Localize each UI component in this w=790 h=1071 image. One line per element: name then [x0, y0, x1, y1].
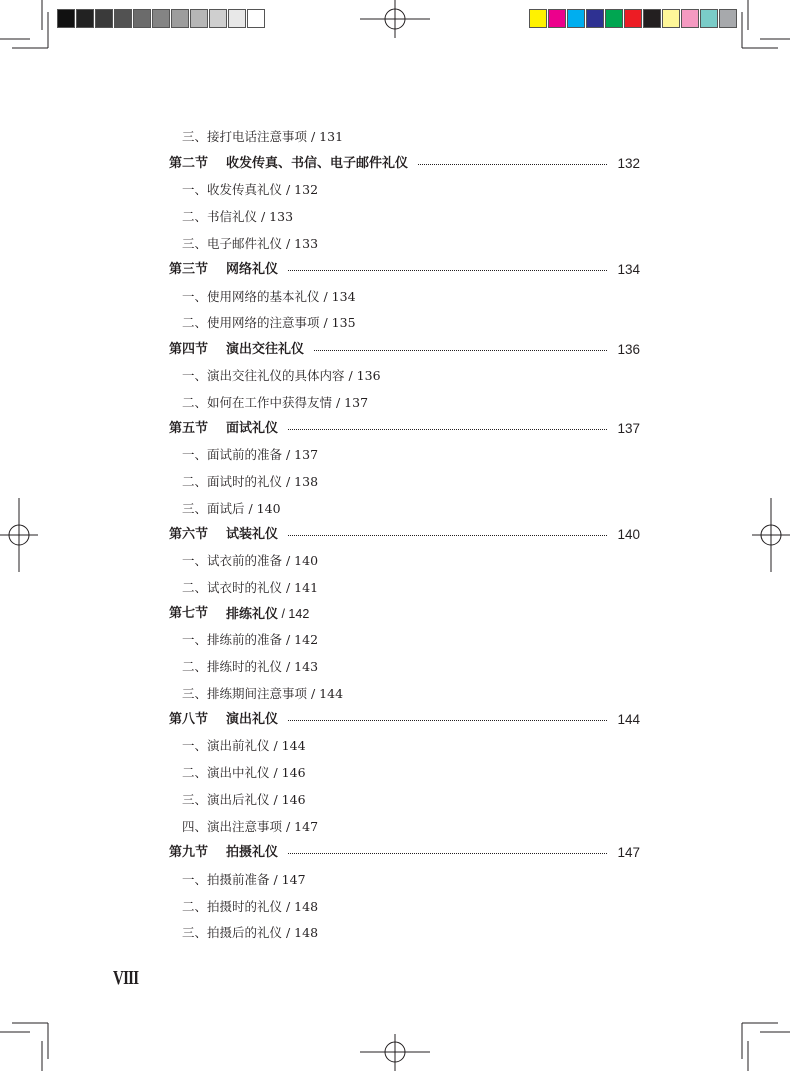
- toc-subitem: 二、书信礼仪 / 133: [182, 209, 294, 224]
- toc-subitem: 二、使用网络的注意事项 / 135: [182, 315, 356, 330]
- toc-subitem: 一、面试前的准备 / 137: [182, 447, 319, 462]
- section-title-text: 收发传真、书信、电子邮件礼仪: [226, 156, 409, 171]
- section-title: [226, 418, 278, 440]
- section-number: 第六节: [169, 527, 209, 542]
- section-page-number: 132: [617, 156, 640, 171]
- section-page-number: 137: [617, 421, 640, 436]
- section-page-number: 136: [617, 342, 640, 357]
- section-title: [226, 603, 309, 626]
- toc-subitem: 二、面试时的礼仪 / 138: [182, 474, 319, 489]
- dot-leader: [314, 350, 607, 351]
- toc-subitem: 二、试衣时的礼仪 / 141: [182, 580, 319, 595]
- toc-subitem: 三、排练期间注意事项 / 144: [182, 686, 344, 701]
- toc-subitem: 一、演出交往礼仪的具体内容 / 136: [182, 368, 381, 383]
- section-number: 第八节: [169, 712, 209, 727]
- dot-leader: [288, 853, 607, 854]
- dot-leader: [288, 535, 607, 536]
- section-page-number: 147: [617, 845, 640, 860]
- toc-subitem: 三、电子邮件礼仪 / 133: [182, 236, 319, 251]
- toc-subitem: 一、排练前的准备 / 142: [182, 632, 319, 647]
- section-number: 第七节: [169, 606, 209, 621]
- toc-subitem: 一、演出前礼仪 / 144: [182, 738, 306, 753]
- toc-subitem: 三、拍摄后的礼仪 / 148: [182, 925, 319, 940]
- section-title-text: 试装礼仪: [226, 527, 279, 542]
- toc-subitem: 三、演出后礼仪 / 146: [182, 792, 306, 807]
- dot-leader: [288, 429, 607, 430]
- section-title: [226, 524, 278, 546]
- dot-leader: [288, 270, 607, 271]
- section-title: [226, 153, 408, 175]
- dot-leader: [288, 720, 607, 721]
- section-number: 第二节: [169, 156, 209, 171]
- toc-subitem: 三、面试后 / 140: [182, 501, 281, 516]
- toc-section-heading: [0, 524, 790, 546]
- section-title-text: 演出礼仪: [226, 712, 279, 727]
- section-number: 第九节: [169, 845, 209, 860]
- section-inline-page: / 142: [278, 607, 310, 621]
- toc-subitem: 一、收发传真礼仪 / 132: [182, 182, 319, 197]
- toc-subitem: 三、接打电话注意事项 / 131: [182, 129, 344, 144]
- toc-section-heading: [0, 603, 790, 625]
- toc-section-heading: [0, 153, 790, 175]
- section-title-text: 拍摄礼仪: [226, 845, 279, 860]
- section-title-text: 演出交往礼仪: [226, 342, 305, 357]
- section-page-number: 144: [617, 712, 640, 727]
- page-folio: VIII: [113, 967, 139, 989]
- toc-subitem: 二、排练时的礼仪 / 143: [182, 659, 319, 674]
- toc-subitem: 一、使用网络的基本礼仪 / 134: [182, 289, 356, 304]
- section-page-number: 134: [617, 262, 640, 277]
- toc-subitem: 四、演出注意事项 / 147: [182, 819, 319, 834]
- section-title: [226, 842, 278, 864]
- section-page-number: 140: [617, 527, 640, 542]
- section-title-text: 排练礼仪: [226, 607, 279, 622]
- toc-subitem: 二、演出中礼仪 / 146: [182, 765, 306, 780]
- section-title: [226, 709, 278, 731]
- section-title-text: 面试礼仪: [226, 421, 279, 436]
- section-title: [226, 259, 278, 281]
- toc-subitem: 二、如何在工作中获得友情 / 137: [182, 395, 369, 410]
- dot-leader: [418, 164, 607, 165]
- section-title-text: 网络礼仪: [226, 262, 279, 277]
- toc-section-heading: [0, 709, 790, 731]
- toc-subitem: 一、试衣前的准备 / 140: [182, 553, 319, 568]
- toc-subitem: 一、拍摄前准备 / 147: [182, 872, 306, 887]
- toc-subitem: 二、拍摄时的礼仪 / 148: [182, 899, 319, 914]
- section-number: 第三节: [169, 262, 209, 277]
- toc-section-heading: [0, 842, 790, 864]
- section-number: 第五节: [169, 421, 209, 436]
- toc-section-heading: [0, 339, 790, 361]
- section-number: 第四节: [169, 342, 209, 357]
- toc-section-heading: [0, 418, 790, 440]
- section-title: [226, 339, 304, 361]
- toc-section-heading: [0, 259, 790, 281]
